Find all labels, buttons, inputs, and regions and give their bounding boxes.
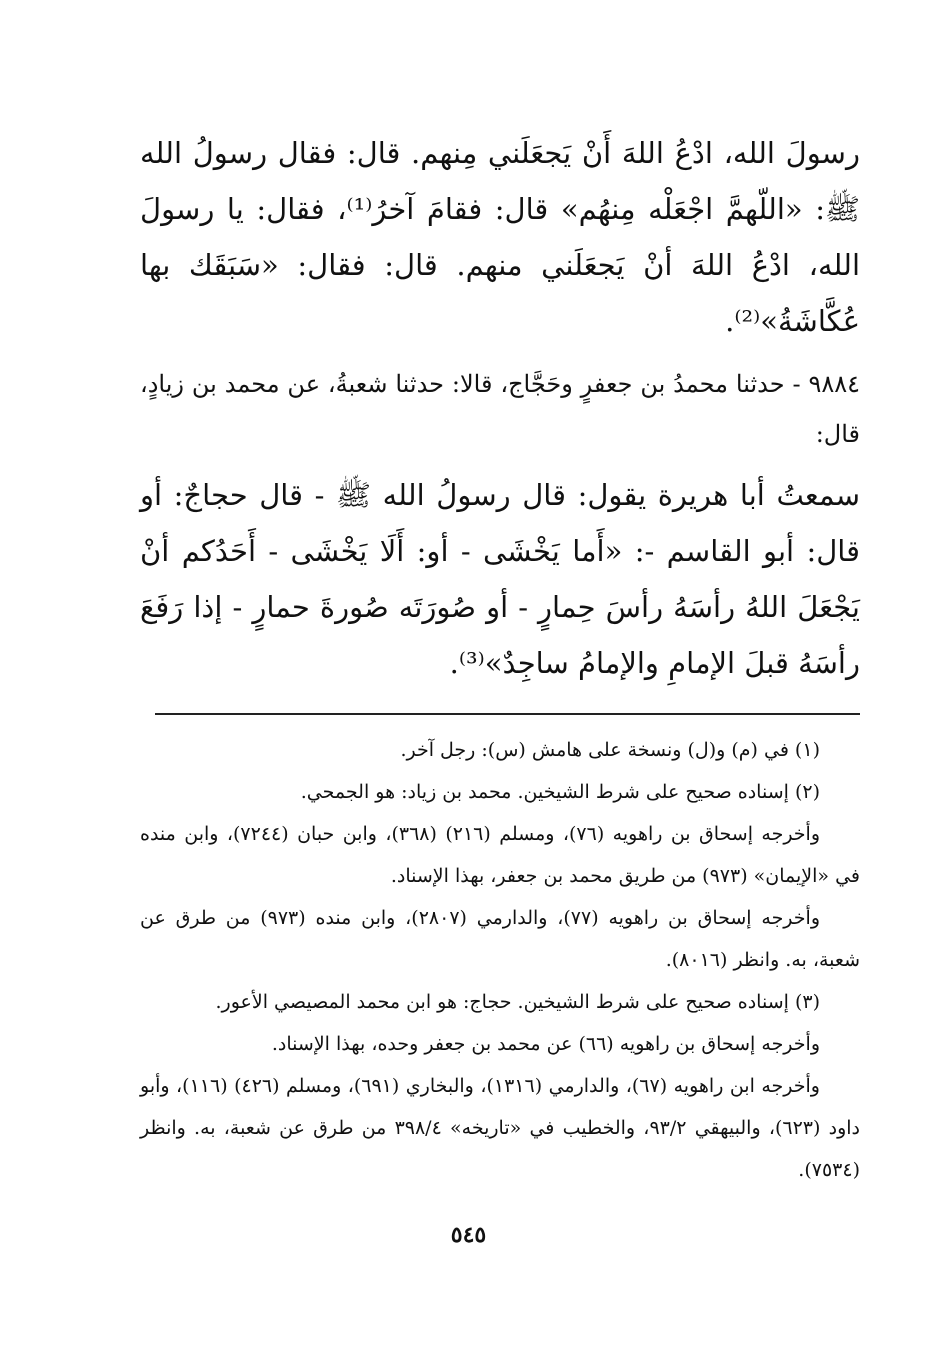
page-number: ٥٤٥	[450, 1222, 487, 1248]
main-paragraph-1: رسولَ الله، ادْعُ اللهَ أَنْ يَجعَلَني مِنهم. قال: فقال رسولُ الله ﷺ: «اللّهمَّ اجْعَلْه مِنهُم» قال: فقامَ آخرُ⁽¹⁾، فقال: يا رسولَ الله، ادْعُ اللهَ أنْ يَجعَلَني منهم. قال: فقال: «سَبَقَك بها عُكَّاشَةُ»⁽²⁾.	[140, 136, 860, 338]
footnotes	[140, 729, 860, 1191]
footnote-divider	[155, 713, 860, 715]
footnote-3-cont-2: وأخرجه ابن راهويه (٦٧)، والدارمي (١٣١٦)، والبخاري (٦٩١)، ومسلم (٤٢٦) (١١٦)، وأبو داود (٦٢٣)، والبيهقي ٩٣/٢، والخطيب في «تاريخه» ٣٩٨/٤ من طرق عن شعبة، به. وانظر (٧٥٣٤).	[140, 1075, 861, 1181]
footnote-1: (١) في (م) و(ل) ونسخة على هامش (س): رجل آخر.	[400, 739, 820, 761]
hadith-chain-9884: ٩٨٨٤ - حدثنا محمدُ بن جعفرٍ وحَجَّاج، قالا: حدثنا شعبةُ، عن محمد بن زيادٍ، قال:	[140, 370, 860, 448]
main-text	[140, 125, 860, 691]
page-body	[140, 125, 860, 1191]
footnote-2-cont-2: وأخرجه إسحاق بن راهويه (٧٧)، والدارمي (٢٨٠٧)، وابن منده (٩٧٣) من طرق عن شعبة، به. وانظر (٨٠١٦).	[140, 907, 860, 971]
footnote-3-cont-1: وأخرجه إسحاق بن راهويه (٦٦) عن محمد بن جعفر وحده، بهذا الإسناد.	[271, 1033, 820, 1055]
footnote-2-cont-1: وأخرجه إسحاق بن راهويه (٧٦)، ومسلم (٢١٦) (٣٦٨)، وابن حبان (٧٢٤٤)، وابن منده في «الإيمان» (٩٧٣) من طريق محمد بن جعفر، بهذا الإسناد.	[140, 823, 860, 887]
footnote-3: (٣) إسناده صحيح على شرط الشيخين. حجاج: هو ابن محمد المصيصي الأعور.	[215, 991, 820, 1013]
hadith-text-9884: سمعتُ أبا هريرة يقول: قال رسولُ الله ﷺ - قال حجاجٌ: أو قال: أبو القاسم -: «أَما يَخْشَى - أو: أَلَا يَخْشَى - أَحَدُكم أنْ يَجْعَلَ اللهُ رأسَهُ رأسَ حِمارٍ - أو صُورَتَه صُورةَ حمارٍ - إذا رَفَعَ رأسَهُ قبلَ الإمامِ والإمامُ ساجِدٌ»⁽³⁾.	[140, 478, 860, 680]
footnote-2: (٢) إسناده صحيح على شرط الشيخين. محمد بن زياد: هو الجمحي.	[300, 781, 820, 803]
